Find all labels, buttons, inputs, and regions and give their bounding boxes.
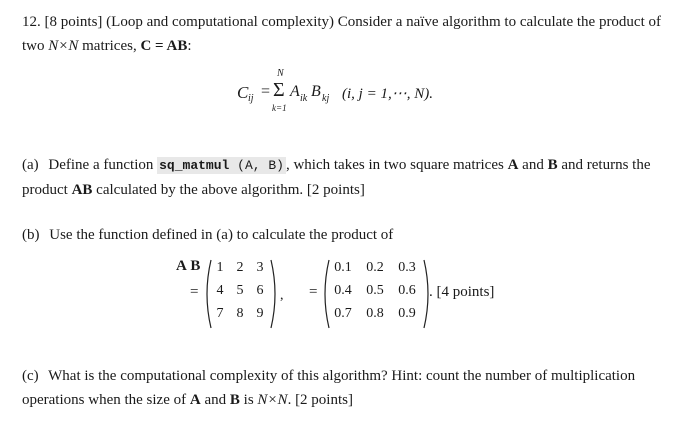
formula-equals: = [261, 83, 271, 100]
matrix-cell: 7 [216, 306, 224, 321]
function-name: sq_matmul [159, 158, 230, 173]
sum-upper-limit: N [277, 68, 284, 79]
part-c-label: (c) [22, 368, 39, 384]
matrix-size: N×N [48, 38, 79, 54]
sum-lower-limit: k=1 [272, 103, 287, 113]
formula-lhs: C [237, 83, 249, 102]
part-a [22, 153, 662, 202]
matrix-cell: 0.7 [334, 306, 352, 321]
matrix-a-label: A [176, 258, 187, 274]
matrix-cell: 1 [216, 260, 224, 275]
matrix-cell: 0.5 [366, 283, 384, 298]
matrix-a-right-paren [270, 258, 280, 330]
part-a-text-4: calculated by the above algorithm. [2 points] [96, 182, 365, 198]
matrix-cell: 0.9 [398, 306, 416, 321]
matrix-cell: 0.1 [334, 260, 352, 275]
part-b-label: (b) [22, 227, 40, 243]
matrix-cell: 0.3 [398, 260, 416, 275]
part-a-label: (a) [22, 157, 39, 173]
question-intro-text: (Loop and computational complexity) Consider a naïve algorithm to calculate the product of two [22, 14, 662, 54]
part-c-text: What is the computational complexity of this algorithm? Hint: count the number of multiplication operations when the size of [22, 368, 636, 408]
function-signature [157, 157, 286, 174]
part-a-text-2: , which takes in two square matrices [285, 157, 504, 173]
matrix-b-label: B [190, 258, 201, 274]
question-number: 12. [22, 14, 41, 30]
matrix-a-ref-c: A [189, 392, 201, 408]
matrix-cell: 6 [256, 283, 264, 298]
matrix-b-equals: = [309, 284, 318, 300]
question-points: [8 points] [44, 14, 103, 30]
part-b-points: . [4 points] [429, 284, 495, 300]
matrix-cell: 8 [236, 306, 244, 321]
matrix-cell: 5 [236, 283, 244, 298]
product-definition: C = AB [140, 38, 188, 54]
matrix-cell: 2 [236, 260, 244, 275]
is-word: is [243, 392, 254, 408]
question-intro [22, 10, 662, 58]
matrix-cell: 0.8 [366, 306, 384, 321]
matrix-a [210, 258, 272, 330]
index-range: (i, j = 1,⋯, N). [342, 86, 433, 102]
matrix-cell: 3 [256, 260, 264, 275]
function-args: (A, B) [237, 158, 284, 173]
and-word: and [522, 157, 544, 173]
part-c-points: . [2 points] [287, 392, 353, 408]
question-intro-text-2: matrices, [82, 38, 137, 54]
product-ref: AB [71, 182, 93, 198]
matrix-b [327, 258, 425, 330]
sigma-symbol: Σ [273, 79, 285, 101]
matrix-cell: 0.2 [366, 260, 384, 275]
part-c [22, 364, 662, 412]
part-b-text: Use the function defined in (a) to calculate the product of [49, 227, 394, 243]
term-a: A [290, 83, 300, 100]
summation-formula [237, 68, 467, 117]
term-a-sub: ik [300, 93, 308, 104]
formula-lhs-sub: ij [248, 93, 254, 104]
matrix-cell: 0.6 [398, 283, 416, 298]
term-b: B [311, 83, 321, 100]
part-b [22, 223, 662, 247]
matrix-a-equals: = [190, 284, 199, 300]
matrix-b-ref: B [547, 157, 558, 173]
term-b-sub: kj [322, 93, 330, 104]
matrix-cell: 4 [216, 283, 224, 298]
matrices-block [176, 258, 516, 330]
matrix-cell: 0.4 [334, 283, 352, 298]
and-word-c: and [204, 392, 227, 408]
matrix-a-ref: A [507, 157, 519, 173]
matrix-size-c: N×N [257, 392, 288, 408]
colon: : [187, 38, 192, 54]
part-a-text: Define a function [48, 157, 154, 173]
part-a-text-3: and returns the product [22, 157, 651, 198]
matrix-cell: 9 [256, 306, 264, 321]
matrix-separator: , [280, 288, 284, 303]
matrix-b-ref-c: B [229, 392, 240, 408]
